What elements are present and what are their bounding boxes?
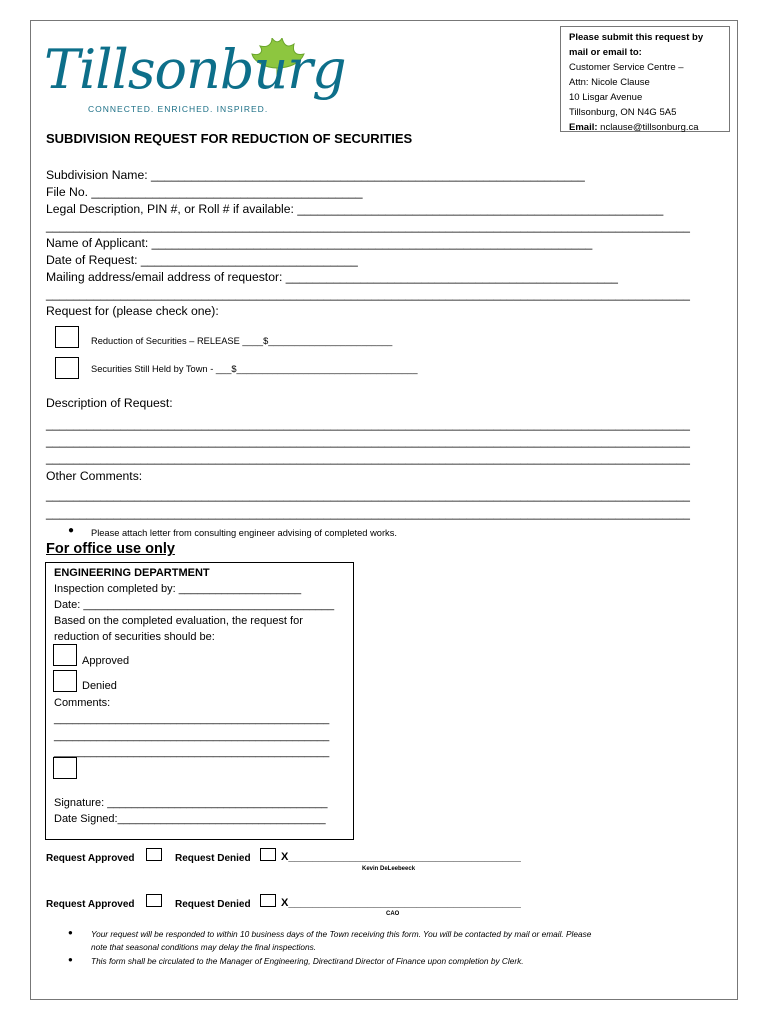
legal-description-field[interactable]: Legal Description, PIN #, or Roll # if available: ______________________________________________________ xyxy=(46,202,664,216)
attach-note: Please attach letter from consulting engineer advising of completed works. xyxy=(91,528,397,538)
request-approved-checkbox-1[interactable] xyxy=(146,848,162,861)
signature-line-1[interactable]: X______________________________________ xyxy=(281,851,521,863)
note-bullet-2-icon: ● xyxy=(68,955,73,964)
submit-line-1: Please submit this request by xyxy=(569,32,704,43)
request-denied-checkbox-1[interactable] xyxy=(260,848,276,861)
submit-line-5: 10 Lisgar Avenue xyxy=(569,92,643,103)
comment-line-1[interactable]: _____________________________________________ xyxy=(54,713,330,725)
applicant-name-field[interactable]: Name of Applicant: _________________________________________________________________ xyxy=(46,236,593,250)
denied-checkbox[interactable] xyxy=(53,670,77,692)
request-denied-checkbox-2[interactable] xyxy=(260,894,276,907)
request-denied-label-2: Request Denied xyxy=(175,899,251,910)
denied-label: Denied xyxy=(82,680,117,692)
engineering-heading: ENGINEERING DEPARTMENT xyxy=(54,567,210,579)
logo-wordmark: Tillsonburg xyxy=(44,38,346,101)
mailing-address-field[interactable]: Mailing address/email address of requestor: _________________________________________________ xyxy=(46,270,618,284)
description-label: Description of Request: xyxy=(46,396,173,410)
subdivision-name-field[interactable]: Subdivision Name: ________________________________________________________________ xyxy=(46,168,585,182)
email-label: Email: xyxy=(569,122,598,133)
page-title: SUBDIVISION REQUEST FOR REDUCTION OF SECURITIES xyxy=(46,131,413,146)
submit-info-box xyxy=(560,26,730,132)
based-line-1: Based on the completed evaluation, the request for xyxy=(54,615,303,627)
submit-line-2: mail or email to: xyxy=(569,47,642,58)
release-option-label: Reduction of Securities – RELEASE ____$________________________ xyxy=(91,336,393,346)
request-approved-label-2: Request Approved xyxy=(46,899,135,910)
description-line-2[interactable]: _______________________________________________________________________________________________ xyxy=(46,434,690,448)
file-no-field[interactable]: File No. ________________________________________ xyxy=(46,185,363,199)
submit-line-3: Customer Service Centre – xyxy=(569,62,684,73)
extra-checkbox[interactable] xyxy=(53,757,77,779)
signature-line-2[interactable]: X______________________________________ xyxy=(281,897,521,909)
held-checkbox[interactable] xyxy=(55,357,79,379)
approved-label: Approved xyxy=(82,655,130,667)
request-for-label: Request for (please check one): xyxy=(46,304,219,318)
date-of-request-field[interactable]: Date of Request: ________________________________ xyxy=(46,253,358,267)
note-2: This form shall be circulated to the Manager of Engineering, Directirand Director of Finance upon completion by Clerk. xyxy=(91,956,524,966)
comments-label: Comments: xyxy=(54,697,111,709)
submit-line-4: Attn: Nicole Clause xyxy=(569,77,650,88)
request-approved-label-1: Request Approved xyxy=(46,853,135,864)
description-line-3[interactable]: _______________________________________________________________________________________________ xyxy=(46,451,690,465)
legal-description-line2[interactable]: _______________________________________________________________________________________________ xyxy=(46,219,690,233)
other-comments-line-1[interactable]: _______________________________________________________________________________________________ xyxy=(46,488,690,502)
signer-name-1: Kevin DeLeebeeck xyxy=(362,866,416,872)
email-value: nclause@tillsonburg.ca xyxy=(600,122,699,133)
request-approved-checkbox-2[interactable] xyxy=(146,894,162,907)
release-checkbox[interactable] xyxy=(55,326,79,348)
request-denied-label-1: Request Denied xyxy=(175,853,251,864)
note-1-line-2: note that seasonal conditions may delay the final inspections. xyxy=(91,942,317,952)
date-signed-field[interactable]: Date Signed:__________________________________ xyxy=(54,813,326,825)
submit-line-6: Tillsonburg, ON N4G 5A5 xyxy=(569,107,677,118)
description-line-1[interactable]: _______________________________________________________________________________________________ xyxy=(46,417,690,431)
other-comments-line-2[interactable]: _______________________________________________________________________________________________ xyxy=(46,506,690,520)
inspection-field[interactable]: Inspection completed by: ____________________ xyxy=(54,583,302,595)
inspection-date-field[interactable]: Date: _________________________________________ xyxy=(54,599,335,611)
based-line-2: reduction of securities should be: xyxy=(54,631,215,643)
note-bullet-1-icon: ● xyxy=(68,928,73,937)
mailing-address-line2[interactable]: _______________________________________________________________________________________________ xyxy=(46,287,690,301)
signer-name-2: CAO xyxy=(386,911,400,917)
comment-line-3[interactable]: _____________________________________________ xyxy=(54,746,330,758)
submit-email xyxy=(569,120,729,135)
comment-line-2[interactable]: _____________________________________________ xyxy=(54,730,330,742)
office-use-heading: For office use only xyxy=(46,541,175,557)
signature-field[interactable]: Signature: ____________________________________ xyxy=(54,797,328,809)
other-comments-label: Other Comments: xyxy=(46,469,143,483)
logo-tagline: CONNECTED. ENRICHED. INSPIRED. xyxy=(88,104,269,114)
approved-checkbox[interactable] xyxy=(53,644,77,666)
bullet-icon: ● xyxy=(68,525,75,536)
note-1-line-1: Your request will be responded to within 10 business days of the Town receiving this form. You will be contacted by mail or email. Please xyxy=(91,929,592,939)
held-option-label: Securities Still Held by Town - ___$___________________________________ xyxy=(91,364,418,374)
